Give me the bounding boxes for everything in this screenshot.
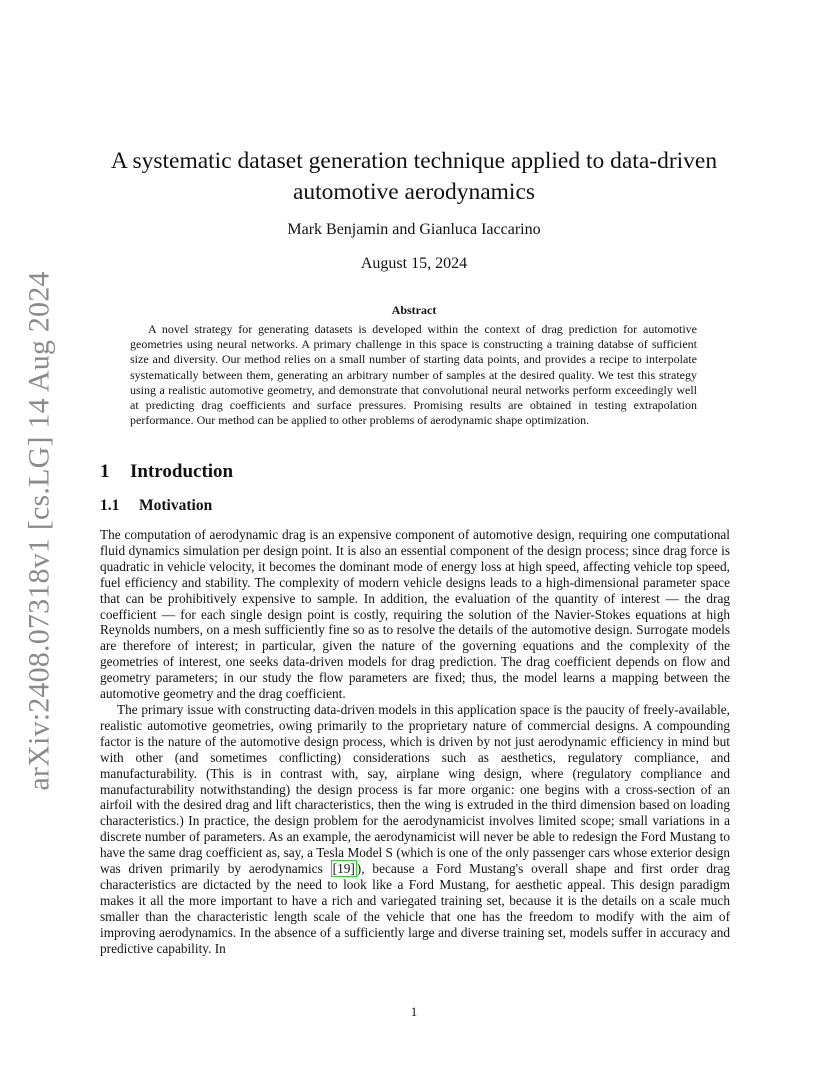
abstract-text: A novel strategy for generating datasets is developed within the context of drag prediction for automotive geometries using neural networks. A primary challenge in this space is constructing a training databse of sufficient size and diversity. Our method relies on a small number of starting data points, and provides a recipe to interpolate systematically between them, generating an arbitrary number of samples at the desired quality. We test this strategy using a realistic automotive geometry, and demonstrate that convolutional neural networks perform exceedingly well at predicting drag coefficients and surface pressures. Promising results are obtained in testing extrapolation performance. Our method can be applied to other problems of aerodynamic shape optimization. xyxy=(130,322,697,428)
section-title: Introduction xyxy=(130,461,234,482)
abstract-heading: Abstract xyxy=(391,303,437,317)
subsection-title: Motivation xyxy=(139,497,213,514)
arxiv-id: arXiv:2408.07318v1 [cs.LG] 14 Aug 2024 xyxy=(23,271,56,791)
subsection-number: 1.1 xyxy=(100,497,120,514)
title-line-1: A systematic dataset generation technique applied to data-driven xyxy=(110,148,718,174)
body-text xyxy=(100,527,730,956)
paragraph-1: The computation of aerodynamic drag is an expensive component of automotive design, requiring one computational fluid dynamics simulation per design point. It is also an essential component of the design process; since drag force is quadratic in vehicle velocity, it becomes the dominant mode of energy loss at high speed, affecting vehicle top speed, fuel efficiency and stability. The complexity of modern vehicle designs leads to a high-dimensional parameter space that can be prohibitively expensive to sample. In addition, the evaluation of the quantity of interest — the drag coefficient — for each single design point is costly, requiring the solution of the Navier-Stokes equations at high Reynolds numbers, on a mesh sufficiently fine so as to resolve the details of the automotive design. Surrogate models are therefore of interest; in particular, given the nature of the governing equations and the complexity of the geometries of interest, one seeks data-driven models for drag prediction. The drag coefficient depends on flow and geometry parameters; in our study the flow parameters are fixed; thus, the model learns a mapping between the automotive geometry and the drag coefficient. xyxy=(100,527,730,702)
paragraph-2 xyxy=(100,702,730,957)
arxiv-sidebar-stamp xyxy=(20,271,60,791)
paragraph-2-part-b: ), because a Ford Mustang's overall shape and first order drag characteristics are dictacted by the need to look like a Ford Mustang, for aesthetic appeal. This design paradigm makes it all the more important to have a rich and variegated training set, because it is the details on a scale much smaller than the characteristic length scale of the vehicle that one has the freedom to modify with the aim of improving aerodynamics. In the absence of a sufficiently large and diverse training set, models suffer in accuracy and predictive capability. In xyxy=(100,861,730,956)
title-line-2: automotive aerodynamics xyxy=(292,179,536,205)
section-number: 1 xyxy=(100,461,110,482)
section-heading-introduction xyxy=(100,461,233,483)
page-number: 1 xyxy=(410,1004,418,1019)
publication-date: August 15, 2024 xyxy=(360,255,468,272)
paper-title xyxy=(100,146,728,208)
paragraph-2-part-a: The primary issue with constructing data-driven models in this application space is the paucity of freely-available, realistic automotive geometries, owing primarily to the proprietary nature of commercial designs. A compounding factor is the nature of the automotive design process, which is driven by not just aerodynamic efficiency in mind but with other (and sometimes conflicting) considerations such as aesthetics, regulatory compliance, and manufacturability. (This is in contrast with, say, airplane wing design, where (regulatory compliance and manufacturability notwithstanding) the design process is far more organic: one begins with a cross-section of an airfoil with the desired drag and lift characteristics, then the wing is extruded in the third dimension based on loading characteristics.) In practice, the design problem for the aerodynamicist involves limited scope; small variations in a discrete number of parameters. As an example, the aerodynamicist will never be able to redesign the Ford Mustang to have the same drag coefficient as, say, a Tesla Model S (which is one of the only passenger cars whose exterior design was driven primarily by aerodynamics xyxy=(100,701,730,877)
authors: Mark Benjamin and Gianluca Iaccarino xyxy=(287,221,541,238)
subsection-heading-motivation xyxy=(100,497,212,515)
citation-link[interactable]: [19] xyxy=(332,861,355,877)
